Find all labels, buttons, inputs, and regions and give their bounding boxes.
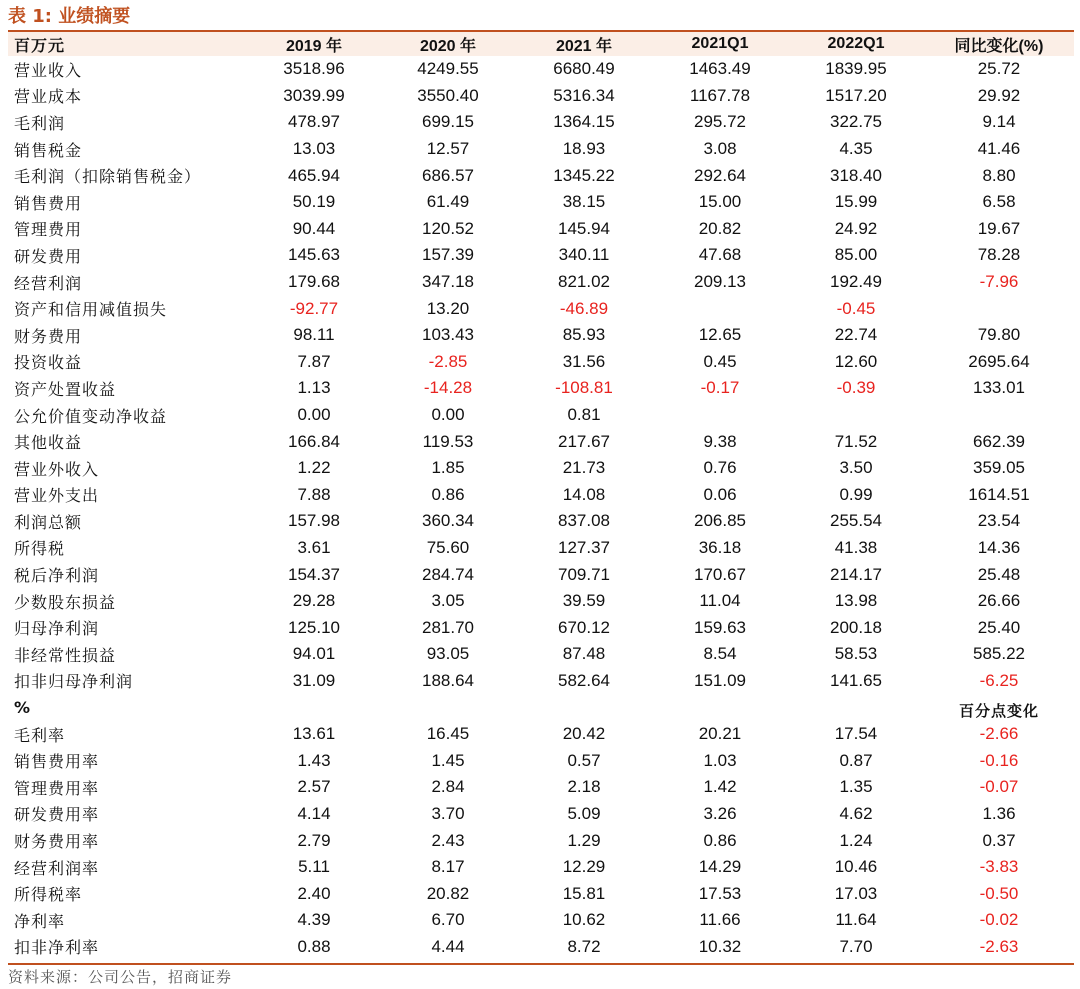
table-row bbox=[8, 402, 1074, 429]
table-cell: 151.09 bbox=[694, 670, 746, 690]
table-row bbox=[8, 109, 1074, 136]
table-cell: 295.72 bbox=[694, 112, 746, 132]
table-cell: 31.09 bbox=[292, 670, 336, 690]
table-cell: 9.38 bbox=[703, 431, 737, 451]
table-row bbox=[8, 561, 1074, 588]
table-cell: 255.54 bbox=[830, 511, 882, 531]
table-cell: 188.64 bbox=[422, 670, 474, 690]
table-cell: 19.67 bbox=[977, 218, 1021, 238]
table-cell: 94.01 bbox=[292, 644, 336, 664]
table-cell: 2.79 bbox=[297, 830, 331, 850]
table-cell: 670.12 bbox=[558, 617, 610, 637]
table-cell: 24.92 bbox=[834, 218, 878, 238]
source-note: 资料来源：公司公告，招商证券 bbox=[8, 968, 233, 986]
table-cell: 0.00 bbox=[431, 405, 465, 425]
table-cell: 1839.95 bbox=[825, 59, 887, 79]
table-cell: -0.50 bbox=[979, 883, 1019, 903]
table-cell: 6.58 bbox=[982, 192, 1016, 212]
row-label: 投资收益 bbox=[14, 353, 83, 373]
header-yoy-change: 同比变化(%) bbox=[954, 37, 1044, 55]
table-cell: 3.26 bbox=[703, 803, 737, 823]
table-row bbox=[8, 934, 1074, 961]
table-row bbox=[8, 747, 1074, 774]
table-cell: 15.81 bbox=[562, 883, 606, 903]
table-cell: 0.37 bbox=[982, 830, 1016, 850]
table-cell: 87.48 bbox=[562, 644, 606, 664]
header-2021: 2021 年 bbox=[555, 37, 613, 55]
table-cell: 360.34 bbox=[422, 511, 474, 531]
table-cell: 7.88 bbox=[297, 484, 331, 504]
table-cell: 821.02 bbox=[558, 272, 610, 292]
table-row bbox=[8, 189, 1074, 216]
table-cell bbox=[924, 295, 1074, 322]
table-cell bbox=[924, 402, 1074, 429]
table-cell: -2.85 bbox=[428, 351, 468, 371]
table-cell: 1364.15 bbox=[553, 112, 615, 132]
table-cell: 159.63 bbox=[694, 617, 746, 637]
table-cell bbox=[652, 402, 788, 429]
table-cell: 29.92 bbox=[977, 85, 1021, 105]
table-row bbox=[8, 588, 1074, 615]
row-label: 管理费用率 bbox=[14, 778, 100, 798]
table-cell: 11.64 bbox=[835, 910, 877, 930]
table-cell: 71.52 bbox=[834, 431, 878, 451]
bottom-rule bbox=[8, 963, 1074, 965]
table-cell: 16.45 bbox=[426, 724, 470, 744]
table-cell: 145.63 bbox=[288, 245, 340, 265]
table-cell: 1.03 bbox=[703, 750, 737, 770]
table-cell: 103.43 bbox=[422, 325, 474, 345]
table-cell: 7.70 bbox=[839, 936, 873, 956]
table-cell: -0.45 bbox=[836, 298, 876, 318]
row-label: 公允价值变动净收益 bbox=[14, 406, 168, 426]
table-cell: 662.39 bbox=[973, 431, 1025, 451]
table-row bbox=[8, 428, 1074, 455]
table-cell: 170.67 bbox=[694, 564, 746, 584]
table-cell: 4.39 bbox=[297, 910, 331, 930]
table-cell: 1614.51 bbox=[968, 484, 1030, 504]
table-cell: 14.08 bbox=[562, 484, 606, 504]
header-2019: 2019 年 bbox=[285, 37, 343, 55]
table-cell: 25.48 bbox=[977, 564, 1021, 584]
table-cell: 93.05 bbox=[426, 644, 470, 664]
table-cell: 347.18 bbox=[422, 272, 474, 292]
table-cell: 318.40 bbox=[830, 165, 882, 185]
header-2022q1: 2022Q1 bbox=[827, 35, 885, 52]
table-cell: 120.52 bbox=[422, 218, 474, 238]
table-cell: 582.64 bbox=[558, 670, 610, 690]
table-row bbox=[8, 774, 1074, 801]
table-cell: 217.67 bbox=[558, 431, 610, 451]
section-change-label: 百分点变化 bbox=[958, 701, 1039, 720]
row-label: 利润总额 bbox=[14, 512, 83, 532]
table-cell: 0.86 bbox=[431, 484, 465, 504]
table-cell: 6680.49 bbox=[553, 59, 615, 79]
table-cell: 0.00 bbox=[297, 405, 331, 425]
table-row bbox=[8, 349, 1074, 376]
table-cell: 25.72 bbox=[977, 59, 1021, 79]
table-row bbox=[8, 482, 1074, 509]
table-cell: 3.50 bbox=[839, 458, 873, 478]
row-label: 其他收益 bbox=[14, 433, 83, 453]
table-cell: 41.38 bbox=[834, 537, 878, 557]
header-2021q1: 2021Q1 bbox=[691, 35, 749, 52]
table-cell: 31.56 bbox=[562, 351, 606, 371]
table-cell: 1.29 bbox=[567, 830, 601, 850]
table-cell: 154.37 bbox=[288, 564, 340, 584]
table-cell: 36.18 bbox=[698, 537, 742, 557]
table-cell: 15.99 bbox=[834, 192, 878, 212]
table-row bbox=[8, 508, 1074, 535]
table-cell: 2.40 bbox=[297, 883, 331, 903]
table-cell: 686.57 bbox=[422, 165, 474, 185]
table-cell: 1463.49 bbox=[689, 59, 751, 79]
table-cell: 478.97 bbox=[288, 112, 340, 132]
row-label: 销售费用 bbox=[14, 193, 83, 213]
table-cell: 284.74 bbox=[422, 564, 474, 584]
summary-table bbox=[8, 32, 1074, 960]
table-cell: 39.59 bbox=[562, 591, 606, 611]
table-cell: -46.89 bbox=[559, 298, 609, 318]
row-label: 经营利润 bbox=[14, 273, 83, 293]
table-cell: 78.28 bbox=[977, 245, 1021, 265]
row-label: 毛利率 bbox=[14, 725, 66, 745]
row-label: 管理费用 bbox=[14, 220, 83, 240]
row-label: 经营利润率 bbox=[14, 858, 100, 878]
table-row bbox=[8, 535, 1074, 562]
table-cell: 98.11 bbox=[293, 325, 335, 345]
table-cell: 3.05 bbox=[431, 591, 465, 611]
row-label: 财务费用 bbox=[14, 326, 83, 346]
table-cell: 11.66 bbox=[699, 910, 741, 930]
table-cell: 9.14 bbox=[982, 112, 1016, 132]
table-cell: 4.14 bbox=[297, 803, 331, 823]
table-cell: 0.76 bbox=[703, 458, 737, 478]
row-label: 税后净利润 bbox=[14, 566, 100, 586]
table-cell: 157.39 bbox=[422, 245, 474, 265]
table-cell: 20.82 bbox=[698, 218, 742, 238]
table-cell: -3.83 bbox=[979, 857, 1019, 877]
table-cell: 133.01 bbox=[973, 378, 1025, 398]
row-label: 营业成本 bbox=[14, 87, 83, 107]
table-cell: 837.08 bbox=[558, 511, 610, 531]
table-cell: 1.13 bbox=[297, 378, 331, 398]
header-2020: 2020 年 bbox=[419, 37, 477, 55]
table-cell: 14.29 bbox=[698, 857, 742, 877]
table-cell: 18.93 bbox=[562, 139, 606, 159]
table-cell: 17.54 bbox=[834, 724, 878, 744]
table-cell: 12.29 bbox=[562, 857, 606, 877]
table-cell: -7.96 bbox=[979, 272, 1019, 292]
table-row bbox=[8, 668, 1074, 695]
row-label: 所得税率 bbox=[14, 885, 83, 905]
table-cell: 29.28 bbox=[292, 591, 336, 611]
table-cell: 214.17 bbox=[830, 564, 882, 584]
table-row bbox=[8, 721, 1074, 748]
row-label: 财务费用率 bbox=[14, 832, 100, 852]
table-cell: 4.35 bbox=[839, 139, 873, 159]
table-cell: 125.10 bbox=[288, 617, 340, 637]
table-cell: 322.75 bbox=[830, 112, 882, 132]
row-label: 非经常性损益 bbox=[14, 645, 117, 665]
row-label: 毛利润（扣除销售税金） bbox=[14, 167, 202, 187]
table-cell: 0.99 bbox=[839, 484, 873, 504]
table-title: 表 1: 业绩摘要 bbox=[8, 6, 131, 27]
table-cell: 23.54 bbox=[977, 511, 1021, 531]
table-cell: 22.74 bbox=[834, 325, 878, 345]
table-cell: 17.53 bbox=[698, 883, 742, 903]
table-cell: 200.18 bbox=[830, 617, 882, 637]
table-cell: 10.62 bbox=[562, 910, 606, 930]
table-cell: 50.19 bbox=[292, 192, 336, 212]
table-cell: 13.98 bbox=[834, 591, 878, 611]
table-cell: 1517.20 bbox=[825, 85, 887, 105]
table-cell: 10.32 bbox=[698, 936, 742, 956]
table-cell: 13.03 bbox=[292, 139, 336, 159]
table-cell: 209.13 bbox=[694, 272, 746, 292]
table-cell: 47.68 bbox=[698, 245, 742, 265]
table-cell: 10.46 bbox=[834, 857, 878, 877]
row-label: 扣非净利率 bbox=[14, 938, 100, 958]
row-label: 资产处置收益 bbox=[14, 379, 117, 399]
table-cell: 359.05 bbox=[973, 458, 1025, 478]
table-cell: 1.43 bbox=[297, 750, 331, 770]
table-cell: 12.60 bbox=[834, 351, 878, 371]
table-cell: 41.46 bbox=[977, 139, 1021, 159]
table-row bbox=[8, 455, 1074, 482]
table-cell: 145.94 bbox=[558, 218, 610, 238]
table-cell bbox=[652, 295, 788, 322]
table-cell: 1.42 bbox=[703, 777, 737, 797]
table-cell: 3518.96 bbox=[283, 59, 345, 79]
table-cell: 340.11 bbox=[558, 245, 610, 265]
table-cell: 0.57 bbox=[567, 750, 601, 770]
table-cell: 3.08 bbox=[703, 139, 737, 159]
table-cell: 1.22 bbox=[297, 458, 331, 478]
table-cell: 5316.34 bbox=[553, 85, 615, 105]
table-cell: -0.17 bbox=[700, 378, 740, 398]
table-cell: 465.94 bbox=[288, 165, 340, 185]
table-cell: 1167.78 bbox=[689, 85, 751, 105]
row-label: 归母净利润 bbox=[14, 619, 100, 639]
table-row bbox=[8, 56, 1074, 83]
table-cell: 38.15 bbox=[562, 192, 606, 212]
table-cell: -2.63 bbox=[979, 936, 1019, 956]
table-cell: 292.64 bbox=[694, 165, 746, 185]
table-cell: 20.21 bbox=[698, 724, 742, 744]
table-cell: 585.22 bbox=[973, 644, 1025, 664]
table-row bbox=[8, 269, 1074, 296]
table-cell: -108.81 bbox=[555, 378, 613, 398]
table-cell: 0.87 bbox=[839, 750, 873, 770]
table-cell: 85.93 bbox=[562, 325, 606, 345]
section-percent-label: % bbox=[14, 698, 32, 718]
table-cell: 119.53 bbox=[422, 431, 474, 451]
table-cell: 2.18 bbox=[567, 777, 601, 797]
table-cell: 75.60 bbox=[426, 537, 470, 557]
table-cell: 13.20 bbox=[426, 298, 470, 318]
table-cell: 7.87 bbox=[297, 351, 331, 371]
table-row bbox=[8, 322, 1074, 349]
row-label: 研发费用 bbox=[14, 246, 83, 266]
table-cell: 3.70 bbox=[431, 803, 465, 823]
table-cell: 12.65 bbox=[698, 325, 742, 345]
table-cell: -0.16 bbox=[979, 750, 1019, 770]
table-row bbox=[8, 295, 1074, 322]
table-cell: 141.65 bbox=[830, 670, 882, 690]
row-label: 毛利润 bbox=[14, 113, 66, 133]
table-cell: 20.42 bbox=[562, 724, 606, 744]
row-label: 净利率 bbox=[14, 911, 66, 931]
table-cell: 0.88 bbox=[297, 936, 331, 956]
table-row bbox=[8, 827, 1074, 854]
table-cell: 0.06 bbox=[703, 484, 737, 504]
row-label: 扣非归母净利润 bbox=[14, 672, 134, 692]
table-cell: 8.80 bbox=[982, 165, 1016, 185]
table-cell: -0.39 bbox=[836, 378, 876, 398]
table-cell: 79.80 bbox=[977, 325, 1021, 345]
row-label: 销售费用率 bbox=[14, 752, 100, 772]
table-cell: 11.04 bbox=[699, 591, 741, 611]
table-cell: 20.82 bbox=[426, 883, 470, 903]
table-cell: 21.73 bbox=[562, 458, 606, 478]
table-cell: 61.49 bbox=[426, 192, 470, 212]
table-cell: 26.66 bbox=[977, 591, 1021, 611]
row-label: 营业外收入 bbox=[14, 459, 100, 479]
row-label: 资产和信用减值损失 bbox=[14, 300, 168, 320]
table-cell: -6.25 bbox=[979, 670, 1019, 690]
row-label: 少数股东损益 bbox=[14, 592, 117, 612]
table-cell: 1.36 bbox=[982, 803, 1016, 823]
table-cell: 13.61 bbox=[292, 724, 336, 744]
table-cell: 179.68 bbox=[288, 272, 340, 292]
header-row bbox=[8, 32, 1074, 56]
table-cell: 1.85 bbox=[431, 458, 465, 478]
table-row bbox=[8, 907, 1074, 934]
table-cell: 281.70 bbox=[422, 617, 474, 637]
header-unit: 百万元 bbox=[14, 35, 66, 55]
table-cell: 85.00 bbox=[834, 245, 878, 265]
table-cell: 4.44 bbox=[431, 936, 465, 956]
table-cell: -0.02 bbox=[979, 910, 1019, 930]
table-row bbox=[8, 854, 1074, 881]
table-cell: -0.07 bbox=[979, 777, 1019, 797]
table-cell: 206.85 bbox=[694, 511, 746, 531]
table-cell: 17.03 bbox=[834, 883, 878, 903]
table-cell: 166.84 bbox=[288, 431, 340, 451]
table-cell: 58.53 bbox=[834, 644, 878, 664]
table-row bbox=[8, 614, 1074, 641]
table-cell: 14.36 bbox=[977, 537, 1021, 557]
table-cell: 4.62 bbox=[839, 803, 873, 823]
table-cell: 15.00 bbox=[698, 192, 742, 212]
table-cell: 12.57 bbox=[426, 139, 470, 159]
table-cell: 3.61 bbox=[297, 537, 331, 557]
table-row bbox=[8, 242, 1074, 269]
table-cell: 5.11 bbox=[298, 857, 330, 877]
table-row bbox=[8, 375, 1074, 402]
table-cell: -2.66 bbox=[979, 724, 1019, 744]
table-row bbox=[8, 216, 1074, 243]
table-cell: 8.54 bbox=[703, 644, 737, 664]
table-cell: 2.57 bbox=[297, 777, 331, 797]
table-cell: 699.15 bbox=[422, 112, 474, 132]
table-cell: 4249.55 bbox=[417, 59, 479, 79]
row-label: 所得税 bbox=[14, 539, 66, 559]
table-row bbox=[8, 162, 1074, 189]
table-cell: 3550.40 bbox=[417, 85, 479, 105]
row-label: 营业收入 bbox=[14, 60, 83, 80]
table-cell: 8.17 bbox=[431, 857, 465, 877]
table-cell: 1.45 bbox=[431, 750, 465, 770]
table-cell: 0.81 bbox=[567, 405, 601, 425]
table-cell: 8.72 bbox=[567, 936, 601, 956]
table-cell bbox=[788, 402, 924, 429]
table-cell: 0.86 bbox=[703, 830, 737, 850]
table-cell: 1.35 bbox=[839, 777, 873, 797]
row-label: 营业外支出 bbox=[14, 486, 100, 506]
table-row bbox=[8, 136, 1074, 163]
table-cell: -92.77 bbox=[289, 298, 339, 318]
table-cell: 90.44 bbox=[292, 218, 336, 238]
table-cell: -14.28 bbox=[423, 378, 473, 398]
table-cell: 25.40 bbox=[977, 617, 1021, 637]
table-cell: 2.84 bbox=[431, 777, 465, 797]
table-cell: 6.70 bbox=[431, 910, 465, 930]
table-cell: 2695.64 bbox=[968, 351, 1030, 371]
table-row bbox=[8, 641, 1074, 668]
table-cell: 1345.22 bbox=[553, 165, 615, 185]
row-label: 销售税金 bbox=[14, 140, 83, 160]
table-cell: 1.24 bbox=[839, 830, 873, 850]
table-row bbox=[8, 880, 1074, 907]
table-cell: 157.98 bbox=[288, 511, 340, 531]
table-row bbox=[8, 83, 1074, 110]
table-cell: 0.45 bbox=[703, 351, 737, 371]
table-row bbox=[8, 801, 1074, 828]
section-percent-row bbox=[8, 694, 1074, 721]
table-cell: 709.71 bbox=[558, 564, 610, 584]
table-cell: 192.49 bbox=[830, 272, 882, 292]
table-cell: 5.09 bbox=[567, 803, 601, 823]
table-cell: 2.43 bbox=[431, 830, 465, 850]
table-cell: 127.37 bbox=[558, 537, 610, 557]
row-label: 研发费用率 bbox=[14, 805, 100, 825]
table-cell: 3039.99 bbox=[283, 85, 345, 105]
